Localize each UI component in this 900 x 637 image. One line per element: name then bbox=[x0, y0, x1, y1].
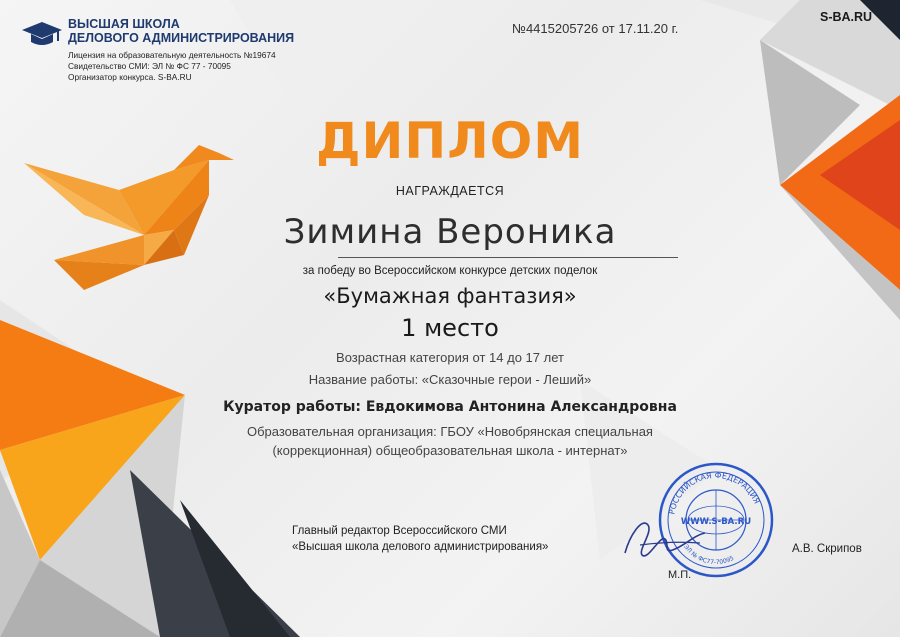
org-line1: Образовательная организация: ГБОУ «Новобрянская специальная bbox=[247, 424, 653, 439]
license-info bbox=[68, 50, 276, 83]
stamp-place-label: М.П. bbox=[668, 569, 692, 581]
editor-block bbox=[292, 523, 548, 555]
organization-name bbox=[68, 17, 294, 45]
license-text: Лицензия на образовательную деятельность №19674 bbox=[68, 50, 276, 60]
organizer-text: Организатор конкурса. S-BA.RU bbox=[68, 72, 192, 82]
name-underline bbox=[338, 257, 678, 258]
win-description: за победу во Всероссийском конкурсе детских поделок bbox=[302, 265, 598, 277]
org-line2: (коррекционная) общеобразовательная школа - интернат» bbox=[272, 443, 628, 458]
org-name-line1: ВЫСШАЯ ШКОЛА bbox=[68, 17, 180, 31]
contest-name: «Бумажная фантазия» bbox=[323, 284, 577, 308]
seal-arc-text: РОССИЙСКАЯ ФЕДЕРАЦИЯ bbox=[667, 470, 762, 516]
seal-reg-text: ЭЛ № ФС77-70095 bbox=[682, 543, 736, 567]
editor-line1: Главный редактор Всероссийского СМИ bbox=[292, 525, 507, 537]
place-label: 1 место bbox=[401, 314, 499, 342]
certificate-text: Свидетельство СМИ: ЭЛ № ФС 77 - 70095 bbox=[68, 61, 231, 71]
organization-info bbox=[0, 422, 900, 460]
diploma-number: №4415205726 от 17.11.20 г. bbox=[512, 21, 679, 36]
curator: Куратор работы: Евдокимова Антонина Александровна bbox=[223, 399, 677, 415]
signer-name: А.В. Скрипов bbox=[792, 543, 862, 555]
work-title: Название работы: «Сказочные герои - Леший» bbox=[308, 372, 592, 387]
recipient-name: Зимина Вероника bbox=[283, 212, 617, 252]
handwritten-signature bbox=[620, 505, 710, 565]
org-name-line2: ДЕЛОВОГО АДМИНИСТРИРОВАНИЯ bbox=[68, 31, 295, 45]
awarded-label: НАГРАЖДАЕТСЯ bbox=[395, 184, 505, 198]
editor-line2: «Высшая школа делового администрирования» bbox=[292, 541, 549, 553]
diploma-title: ДИПЛОМ bbox=[315, 112, 584, 170]
seal-site: WWW.S-BA.RU bbox=[680, 517, 752, 527]
age-category: Возрастная категория от 14 до 17 лет bbox=[336, 350, 564, 365]
site-label: S-BA.RU bbox=[820, 10, 873, 24]
graduation-cap-icon bbox=[22, 18, 62, 48]
